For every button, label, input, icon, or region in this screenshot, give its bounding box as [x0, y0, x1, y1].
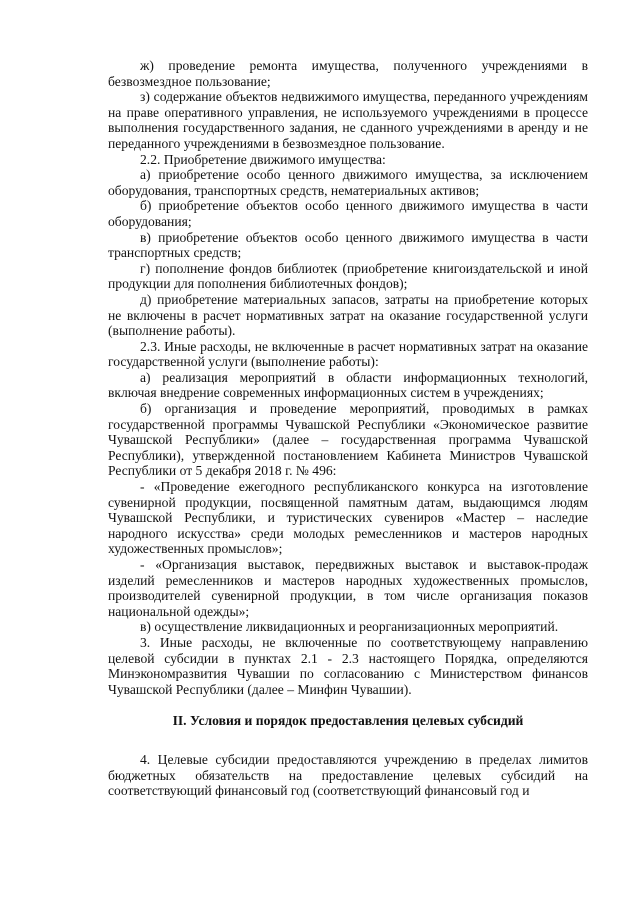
paragraph-2-3-v: в) осуществление ликвидационных и реорганизационных мероприятий. — [140, 619, 559, 635]
paragraph-z: з) содержание объектов недвижимого имущества, переданного учреждениям на праве оперативного управления, не используемого учреждениями в процессе выполнения государственного задания, не сданного учреждениями в аренду и не переданного учреждениями в безвозмездное пользование. — [108, 89, 588, 151]
paragraph-2-3-b: б) организация и проведение мероприятий, проводимых в рамках государственной программы Чувашской Республики «Экономическое развитие Чувашской Республики» (далее – государственная программа Чувашской Республики), утвержденной постановлением Кабинета Министров Чувашской Республики от 5 декабря 2018 г. № 496: — [108, 401, 588, 479]
paragraph-2-2-b: б) приобретение объектов особо ценного движимого имущества в части оборудования; — [108, 198, 588, 229]
paragraph-2-2-a: а) приобретение особо ценного движимого имущества, за исключением оборудования, транспортных средств, нематериальных активов; — [108, 167, 588, 198]
paragraph-zh: ж) проведение ремонта имущества, полученного учреждениями в безвозмездное пользование; — [108, 58, 588, 89]
paragraph-2-2-d: д) приобретение материальных запасов, затраты на приобретение которых не включены в расчет нормативных затрат на оказание государственной услуги (выполнение работы). — [108, 291, 588, 339]
paragraph-3: 3. Иные расходы, не включенные по соответствующему направлению целевой субсидии в пунктах 2.1 - 2.3 настоящего Порядка, определяются Минэкономразвития Чувашии по согласованию с Министерством финансов Чувашской Республики (далее – Минфин Чувашии). — [108, 634, 588, 697]
paragraph-dash-exhibitions: - «Организация выставок, передвижных выставок и выставок-продаж изделий ремесленников и мастеров народных художественных промыслов, производителей сувенирной продукции, в том числе организация показов национальной одежды»; — [108, 557, 588, 619]
paragraph-2-2: 2.2. Приобретение движимого имущества: — [140, 151, 386, 167]
section-heading: II. Условия и порядок предоставления целевых субсидий — [172, 713, 524, 729]
paragraph-2-2-g: г) пополнение фондов библиотек (приобретение книгоиздательской и иной продукции для пополнения библиотечных фондов); — [108, 260, 588, 292]
paragraphs-after — [108, 752, 588, 799]
paragraph-2-2-v: в) приобретение объектов особо ценного движимого имущества в части транспортных средств; — [108, 229, 588, 261]
paragraph-4: 4. Целевые субсидии предоставляются учреждению в пределах лимитов бюджетных обязательств на предоставление целевых субсидий на соответствующий финансовый год (соответствующий финансовый год и — [108, 751, 588, 799]
paragraph-2-3: 2.3. Иные расходы, не включенные в расчет нормативных затрат на оказание государственной услуги (выполнение работы): — [108, 338, 588, 370]
paragraph-dash-contest: - «Проведение ежегодного республиканского конкурса на изготовление сувенирной продукции, посвященной памятным датам, выдающимся людям Чувашской Республики, и туристических сувениров «Мастер – наследие народного искусства» среди молодых ремесленников и мастеров народных художественных промыслов»; — [108, 479, 588, 557]
paragraph-2-3-a: а) реализация мероприятий в области информационных технологий, включая внедрение современных информационных систем в учреждениях; — [108, 369, 588, 401]
paragraphs-before — [108, 58, 588, 697]
